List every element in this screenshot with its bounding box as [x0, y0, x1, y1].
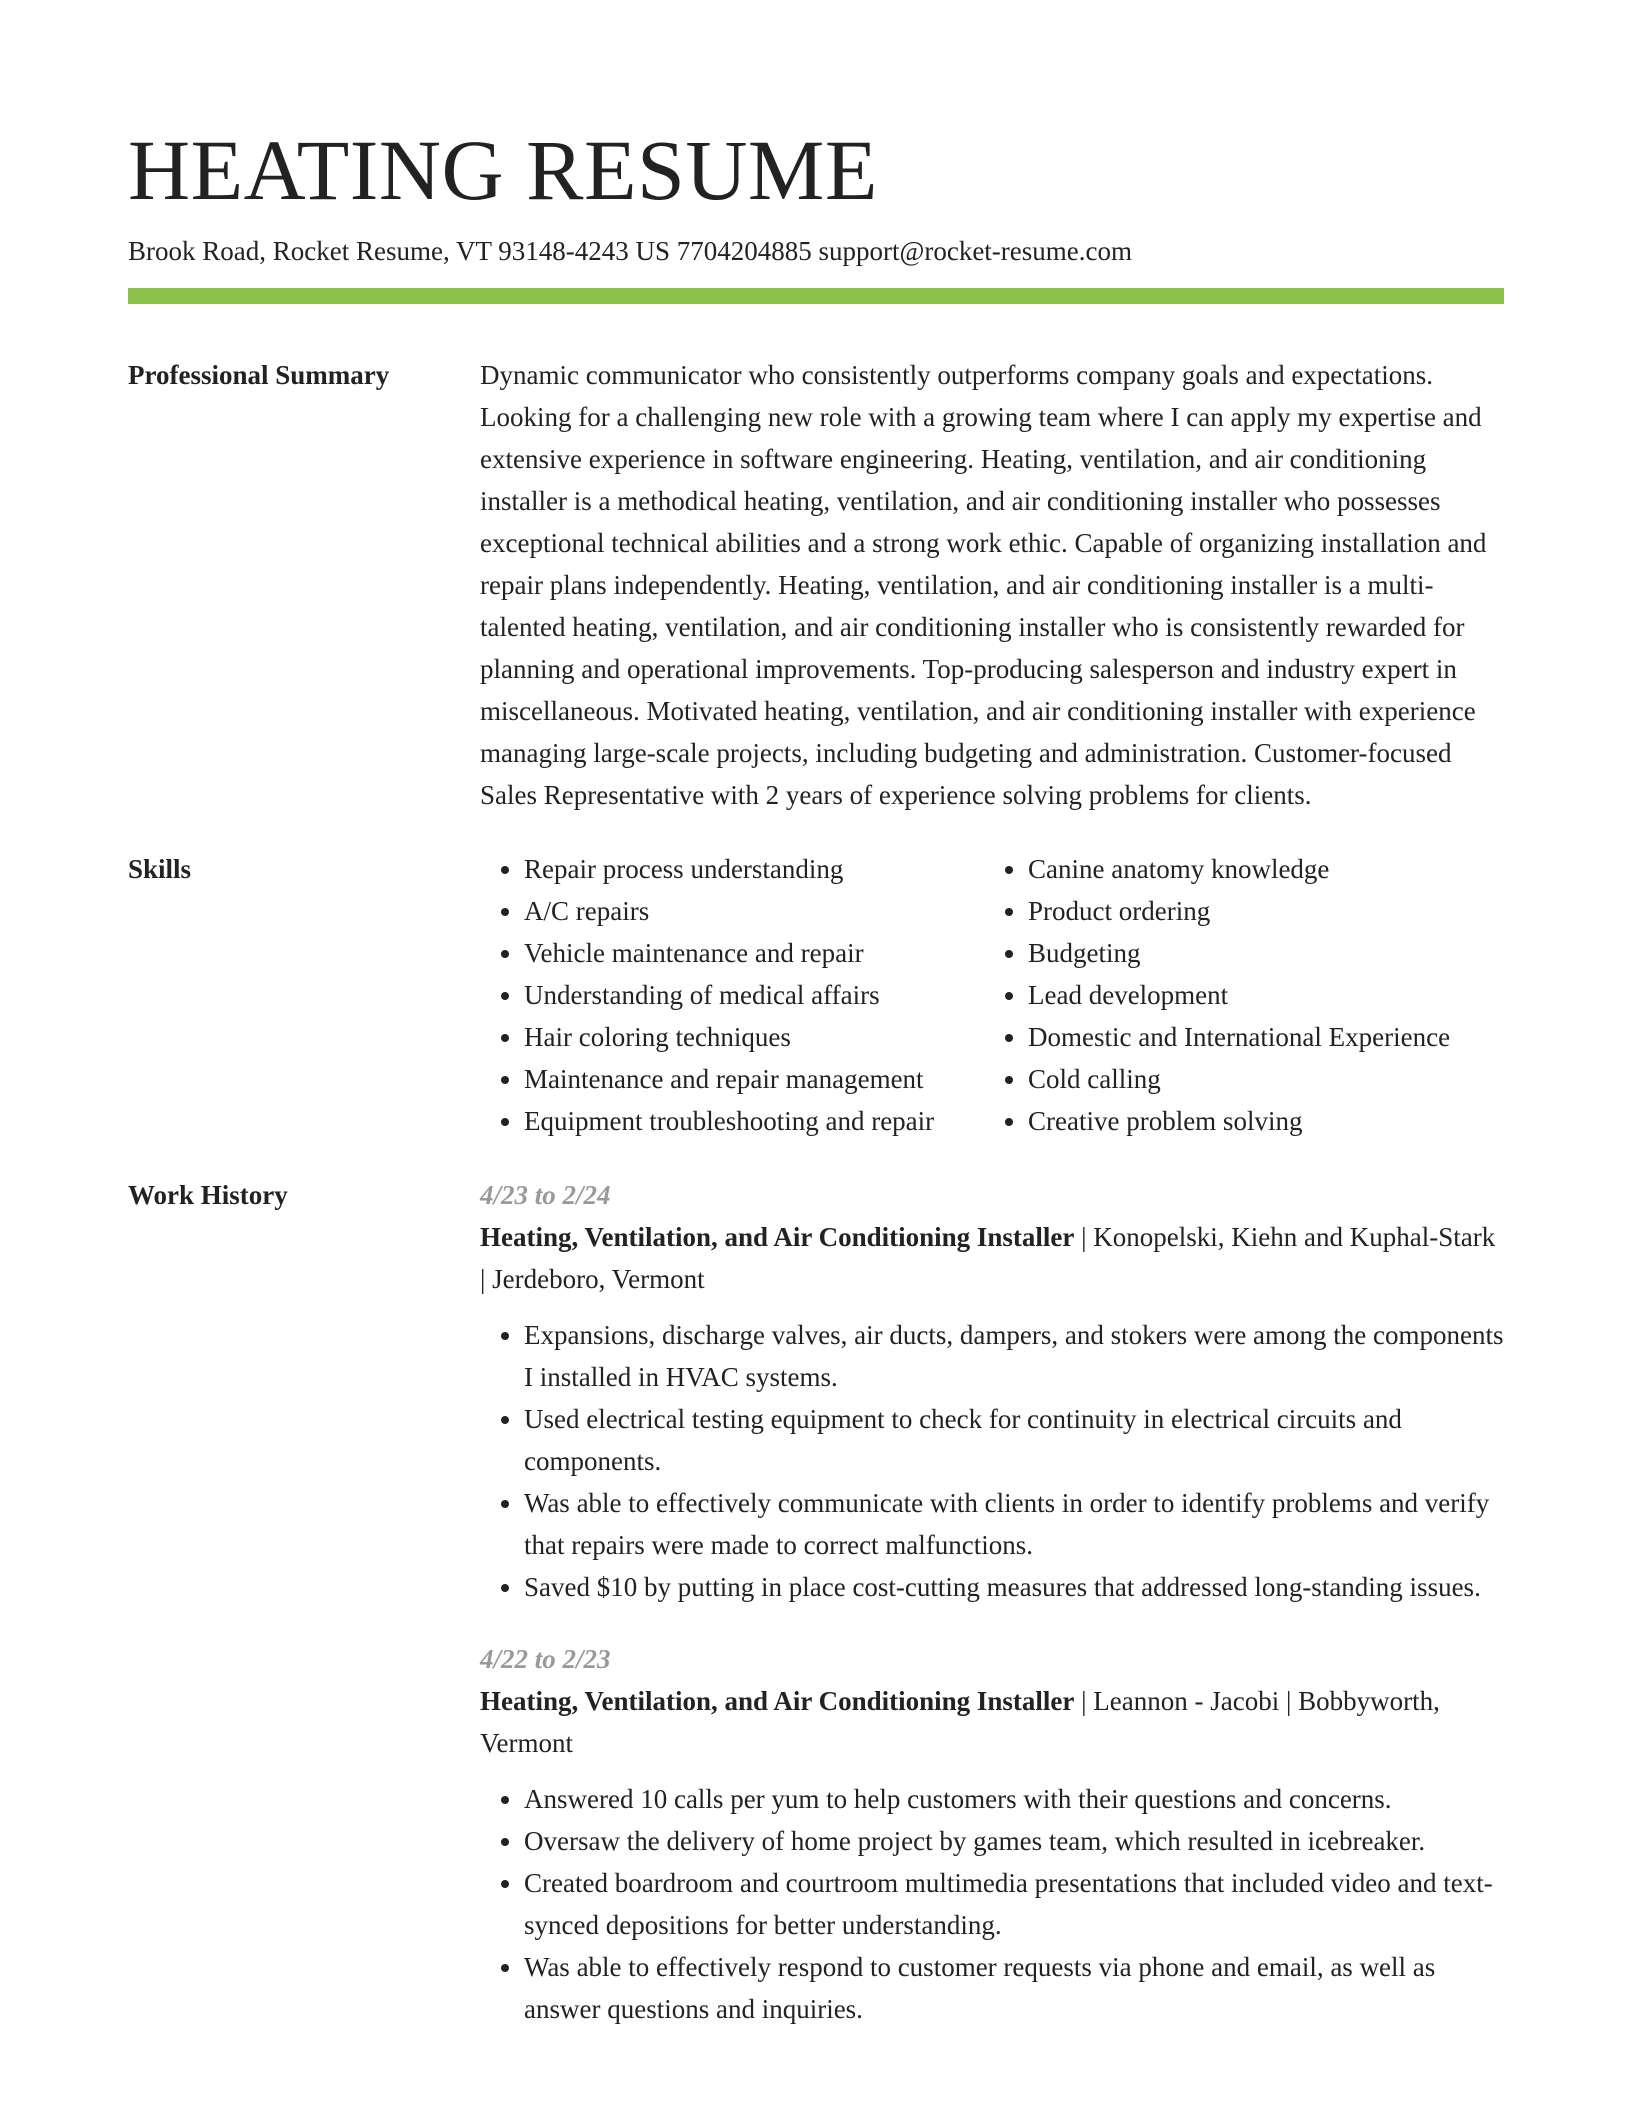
job-bullet: • Answered 10 calls per yum to help customers with their questions and concerns. — [524, 1778, 1504, 1820]
contact-line: Brook Road, Rocket Resume, VT 93148-4243 US 7704204885 support@rocket-resume.com — [128, 236, 1132, 266]
job-title: Heating, Ventilation, and Air Conditioning Installer — [480, 1222, 1075, 1252]
job-dates: 4/22 to 2/23 — [480, 1644, 611, 1674]
resume-page — [128, 118, 1504, 2060]
skill-item: • Creative problem solving — [1028, 1100, 1504, 1142]
job-bullet: • Created boardroom and courtroom multimedia presentations that included video and text-synced depositions for better understanding. — [524, 1862, 1504, 1946]
resume-name: HEATING RESUME — [128, 122, 878, 218]
job-dates: 4/23 to 2/24 — [480, 1180, 611, 1210]
skill-item: • Maintenance and repair management — [524, 1058, 984, 1100]
work-history-section — [128, 1174, 1504, 2060]
job-title: Heating, Ventilation, and Air Conditioning Installer — [480, 1686, 1075, 1716]
skill-item: • A/C repairs — [524, 890, 984, 932]
job-header — [480, 1680, 1504, 1764]
job-details: | Leannon - Jacobi | Bobbyworth, Vermont — [480, 1686, 1440, 1758]
skill-item: • Repair process understanding — [524, 848, 984, 890]
job-bullet: • Expansions, discharge valves, air ducts, dampers, and stokers were among the components I installed in HVAC systems. — [524, 1314, 1504, 1398]
skills-list-right — [984, 848, 1504, 1142]
skills-section — [128, 848, 1504, 1142]
job-header — [480, 1216, 1504, 1300]
summary-section — [128, 354, 1504, 816]
job-bullet: • Was able to effectively communicate with clients in order to identify problems and verify that repairs were made to correct malfunctions. — [524, 1482, 1504, 1566]
job-bullets — [480, 1778, 1504, 2030]
skill-item: • Vehicle maintenance and repair — [524, 932, 984, 974]
skill-item: • Domestic and International Experience — [1028, 1016, 1504, 1058]
skills-label: Skills — [128, 854, 192, 884]
job-entry — [480, 1174, 1504, 1608]
job-entry — [480, 1638, 1504, 2030]
header-divider — [128, 288, 1504, 304]
skill-item: • Equipment troubleshooting and repair — [524, 1100, 984, 1142]
skill-item: • Hair coloring techniques — [524, 1016, 984, 1058]
skills-list-left — [480, 848, 984, 1142]
job-bullet: • Was able to effectively respond to customer requests via phone and email, as well as answer questions and inquiries. — [524, 1946, 1504, 2030]
skill-item: • Cold calling — [1028, 1058, 1504, 1100]
summary-text: Dynamic communicator who consistently outperforms company goals and expectations. Looking for a challenging new role with a growing team where I can apply my expertise and extensive experience in software engineering. Heating, ventilation, and air conditioning installer is a methodical heating, ventilation, and air conditioning installer who possesses exceptional technical abilities and a strong work ethic. Capable of organizing installation and repair plans independently. Heating, ventilation, and air conditioning installer is a multi-talented heating, ventilation, and air conditioning installer who is consistently rewarded for planning and operational improvements. Top-producing salesperson and industry expert in miscellaneous. Motivated heating, ventilation, and air conditioning installer with experience managing large-scale projects, including budgeting and administration. Customer-focused Sales Representative with 2 years of experience solving problems for clients. — [480, 360, 1487, 810]
skill-item: • Budgeting — [1028, 932, 1504, 974]
job-bullet: • Oversaw the delivery of home project by games team, which resulted in icebreaker. — [524, 1820, 1504, 1862]
job-details: | Konopelski, Kiehn and Kuphal-Stark | Jerdeboro, Vermont — [480, 1222, 1496, 1294]
job-bullet: • Used electrical testing equipment to check for continuity in electrical circuits and components. — [524, 1398, 1504, 1482]
skill-item: • Canine anatomy knowledge — [1028, 848, 1504, 890]
work-history-label: Work History — [128, 1180, 288, 1210]
summary-label: Professional Summary — [128, 360, 390, 390]
skill-item: • Lead development — [1028, 974, 1504, 1016]
skill-item: • Understanding of medical affairs — [524, 974, 984, 1016]
skill-item: • Product ordering — [1028, 890, 1504, 932]
job-bullet: • Saved $10 by putting in place cost-cutting measures that addressed long-standing issues. — [524, 1566, 1504, 1608]
job-bullets — [480, 1314, 1504, 1608]
